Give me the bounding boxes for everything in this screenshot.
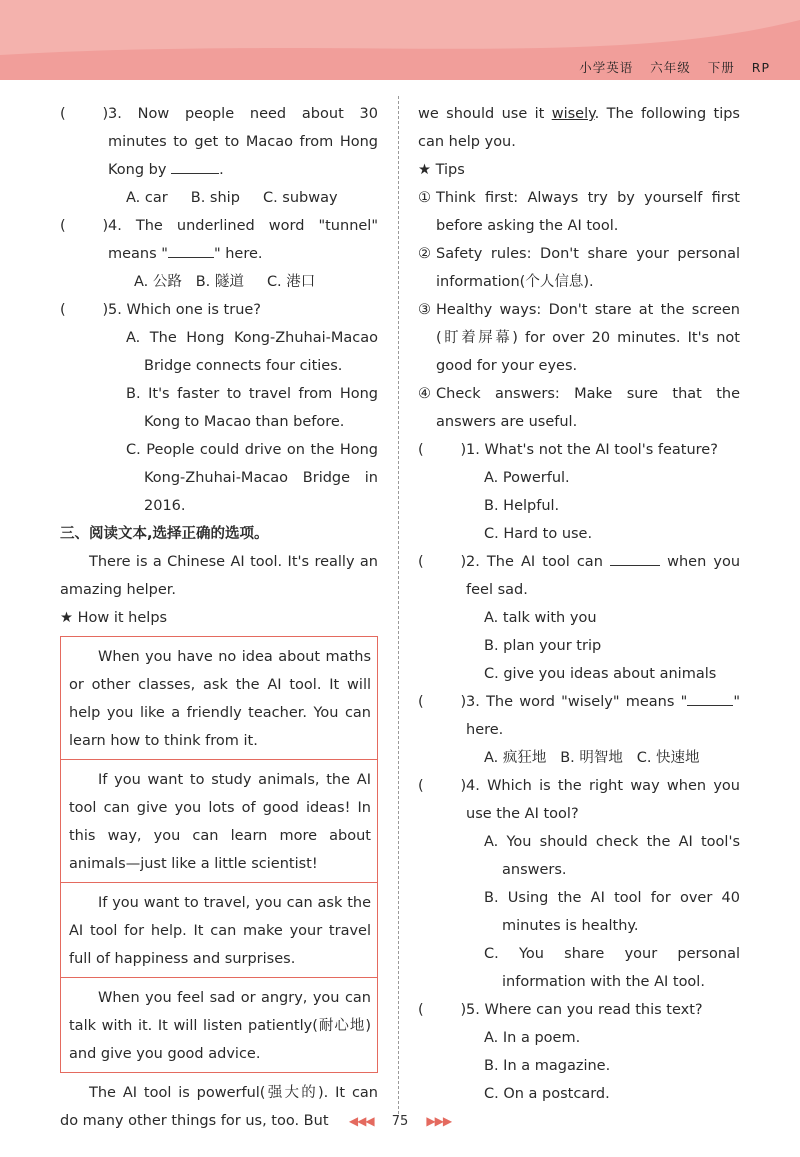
header-subject: 小学英语 [579,60,634,75]
answer-blank[interactable]: ( ) [60,218,109,234]
how-it-helps-heading: ★ How it helps [60,610,168,626]
page-footer [0,1114,800,1129]
question-3-right [418,688,740,744]
question-3-left [60,100,378,184]
tip-item [418,240,740,296]
box-paragraph: If you want to study animals, the AI tool can give you lots of good ideas! In this way, you can learn more about animals—just like a little scientist! [61,760,377,883]
section-title: 三、阅读文本,选择正确的选项。 [60,526,269,542]
answer-blank[interactable]: ( ) [418,1002,467,1018]
answer-blank[interactable]: ( ) [418,778,467,794]
option-c[interactable]: C. give you ideas about animals [484,666,717,682]
question-text: 5. Where can you read this text? [466,1002,703,1018]
how-it-helps-box [60,636,378,1073]
option-b[interactable]: B. plan your trip [484,638,602,654]
option-c[interactable]: C. People could drive on the Hong Kong-Zhuhai-Macao Bridge in 2016. [126,442,378,514]
page-number: 75 [391,1114,409,1129]
option-c[interactable]: C. You share your personal information with the AI tool. [484,946,740,990]
left-column [60,100,378,1135]
option-b[interactable]: B. Using the AI tool for over 40 minutes is healthy. [484,890,740,934]
fill-blank[interactable] [687,690,733,706]
tips-heading: ★ Tips [418,162,465,178]
tip-text: Healthy ways: Don't stare at the screen (盯着屏幕) for over 20 minutes. It's not good for your eyes. [436,302,740,374]
question-text: 4. Which is the right way when you use the AI tool? [466,778,740,822]
option-a[interactable]: A. 公路 [134,274,182,290]
box-paragraph: When you feel sad or angry, you can talk with it. It will listen patiently(耐心地) and give you good advice. [69,990,371,1062]
option-c[interactable]: C. On a postcard. [484,1086,610,1102]
question-text: 1. What's not the AI tool's feature? [466,442,718,458]
option-a[interactable]: A. In a poem. [484,1030,581,1046]
option-a[interactable]: A. car [126,190,168,206]
answer-blank[interactable]: ( ) [418,694,467,710]
options-row [60,268,378,296]
option-a[interactable]: A. talk with you [484,610,597,626]
question-text: 4. The underlined word "tunnel" means " " here. [108,218,378,262]
option-c[interactable]: C. 港口 [266,274,316,290]
header-term: 下册 [707,60,735,75]
question-text: 5. Which one is true? [108,302,262,318]
fill-blank[interactable] [168,242,214,258]
prev-arrows-icon: ◀◀◀ [348,1114,374,1128]
option-a[interactable]: A. 疯狂地 [484,750,547,766]
tip-number: ④ [418,386,431,402]
option-b[interactable]: B. 隧道 [195,274,244,290]
answer-blank[interactable]: ( ) [60,302,109,318]
tip-number: ③ [418,302,431,318]
option-c[interactable]: C. 快速地 [636,750,700,766]
option-a[interactable]: A. You should check the AI tool's answers. [484,834,740,878]
answer-blank[interactable]: ( ) [60,106,109,122]
options-row [60,184,378,212]
option-c[interactable]: C. Hard to use. [484,526,593,542]
closing-paragraph: The AI tool is powerful(强大的). It can do many other things for us, too. But [60,1085,378,1129]
header-edition: RP [751,60,770,75]
header-grade: 六年级 [650,60,691,75]
fill-blank[interactable] [171,158,219,174]
tip-text: Check answers: Make sure that the answers are useful. [436,386,740,430]
box-paragraph: If you want to travel, you can ask the AI tool for help. It can make your travel full of happiness and surprises. [61,883,377,978]
option-c[interactable]: C. subway [262,190,338,206]
right-column [418,100,740,1108]
column-divider [398,96,399,1114]
tip-number: ① [418,190,431,206]
closing-paragraph-continued: we should use it wisely. The following tips can help you. [418,106,740,150]
intro-paragraph: There is a Chinese AI tool. It's really an amazing helper. [60,554,378,598]
next-arrows-icon: ▶▶▶ [426,1114,452,1128]
tip-item [418,380,740,436]
question-5-right [418,996,740,1024]
answer-blank[interactable]: ( ) [418,442,467,458]
option-a[interactable]: A. The Hong Kong-Zhuhai-Macao Bridge connects four cities. [126,330,378,374]
question-2-right [418,548,740,604]
tip-item [418,184,740,240]
option-b[interactable]: B. Helpful. [484,498,560,514]
question-text: 3. Now people need about 30 minutes to get to Macao from Hong Kong by . [108,106,378,178]
fill-blank[interactable] [610,550,660,566]
question-5-left [60,296,378,324]
header-band [0,0,800,80]
tip-text: Safety rules: Don't share your personal information(个人信息). [436,246,740,290]
option-b[interactable]: B. 明智地 [560,750,623,766]
option-a[interactable]: A. Powerful. [484,470,570,486]
box-paragraph: When you have no idea about maths or other classes, ask the AI tool. It will help you like a friendly teacher. You can learn how to think from it. [61,637,377,760]
question-text: 3. The word "wisely" means " " here. [466,688,740,744]
tip-text: Think first: Always try by yourself first before asking the AI tool. [436,190,740,234]
options-row [418,744,740,772]
tip-item [418,296,740,380]
question-1-right [418,436,740,464]
answer-blank[interactable]: ( ) [418,554,467,570]
question-text: 2. The AI tool can when you feel sad. [466,548,740,604]
option-b[interactable]: B. In a magazine. [484,1058,611,1074]
option-b[interactable]: B. ship [190,190,240,206]
header-info [567,58,770,76]
question-4-left [60,212,378,268]
question-4-right [418,772,740,828]
underlined-word: wisely [551,106,595,122]
option-b[interactable]: B. It's faster to travel from Hong Kong to Macao than before. [126,386,378,430]
tip-number: ② [418,246,431,262]
